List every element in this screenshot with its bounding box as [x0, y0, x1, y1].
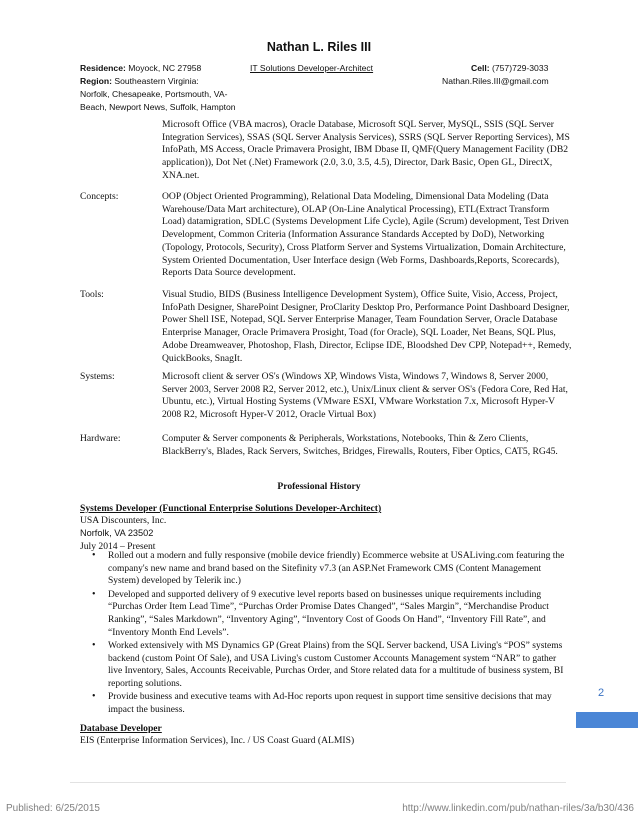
job1-location: Norfolk, VA 23502 [80, 528, 154, 538]
residence-line [80, 63, 201, 73]
job2-title: Database Developer [80, 723, 162, 734]
list-item: • Rolled out a modern and fully responsive (mobile device friendly) Ecommerce website at USALiving.com featuring the company's new name and brand based on the Sitefinity v7.3 (an ASP.Net Framework CMS (Content Management System) developed by Telerik inc.) [92, 550, 572, 588]
concepts-label: Concepts: [80, 191, 119, 202]
professional-history-heading: Professional History [277, 481, 361, 492]
systems-text: Microsoft client & server OS's (Windows XP, Windows Vista, Windows 7, Windows 8, Server 2000, Server 2003, Server 2008 R2, Server 2012, etc.), Unix/Linux client & server OS's (Fedora Core, Red Hat, Ubuntu, etc.), Virtual Hosting Systems (VMware ESXI, VMware Workstation 7.x, Microsoft Hyper-V 2008 R2, Microsoft Hyper-V 2012, Oracle Virtual Box) [162, 371, 568, 421]
page-accent-bar [576, 712, 638, 728]
resume-name: Nathan L. Riles III [266, 40, 372, 54]
footer-divider [70, 782, 566, 783]
systems-label: Systems: [80, 371, 115, 382]
job2-company: EIS (Enterprise Information Services), Inc. / US Coast Guard (ALMIS) [80, 735, 355, 746]
list-item: • Worked extensively with MS Dynamics GP (Great Plains) from the SQL Server backend, USA Living's “POS” systems backend (custom Point Of Sale), and USA Living's custom Customer Accounts Management system “NAR” to gather live Inventory, Sales, Accounts Receivable, Purchas Order, and Store related data for a multitude of business system, BI reporting solutions. [92, 640, 572, 691]
residence-value: Moyock, NC 27958 [128, 63, 202, 73]
cell-value: (757)729-3033 [492, 63, 549, 73]
skills-languages-text: Microsoft Office (VBA macros), Oracle Database, Microsoft SQL Server, MySQL, SSIS (SQL Server Integration Services), SSAS (SQL Server Analysis Services), SSRS (SQL Server Reporting Services), MS InfoPath, MS Access, Oracle Primavera Prosight, IBM Dbase II, QMF(Query Management Facility (DB2 application)), Dot Net (.Net) Framework (2.0, 3.0, 3.5, 4.5), Director, Dark Basic, Open GL, DirectX, XNA.net. [162, 119, 570, 181]
hardware-text: Computer & Server components & Peripherals, Workstations, Notebooks, Thin & Zero Clients, BlackBerry's, Blades, Rack Servers, Switches, Bridges, Firewalls, Routers, Fiber Optics, CAT5, RG45. [162, 433, 558, 457]
region-line [80, 76, 199, 86]
cell-label: Cell: [471, 63, 490, 73]
job1-company: USA Discounters, Inc. [80, 515, 167, 526]
job1-title: Systems Developer (Functional Enterprise Solutions Developer-Architect) [80, 503, 382, 514]
tools-text: Visual Studio, BIDS (Business Intelligence Development System), Office Suite, Visio, Access, Project, InfoPath Designer, SharePoint Designer, ProClarity Desktop Pro, Performance Point Dashboard Designer, Power Shell ISE, Notepad, SQL Server Enterprise Manager, Team Foundation Server, Oracle Database Enterprise Manager, Oracle Primavera Prosight, Toad (for Oracle), SQL Loader, Net Beans, SQL Plus, Adobe Dreamweaver, Photoshop, Flash, Director, Eclipse IDE, Bloodshed Dev CPP, Notepad++, Remedy, QuickBooks, SnagIt. [162, 289, 572, 364]
job-headline: IT Solutions Developer-Architect [250, 63, 374, 73]
region-cities-2: Beach, Newport News, Suffolk, Hampton [80, 102, 236, 112]
page-number: 2 [598, 687, 605, 699]
cell-line [471, 63, 548, 73]
region-value: Southeastern Virginia: [114, 76, 199, 86]
profile-url-link[interactable]: http://www.linkedin.com/pub/nathan-riles/3a/b30/436 [402, 803, 634, 814]
email-address[interactable]: Nathan.Riles.III@gmail.com [442, 76, 549, 86]
residence-label: Residence: [80, 63, 126, 73]
list-item: • Provide business and executive teams with Ad-Hoc reports upon request in support time sensitive decisions that may impact the business. [92, 691, 572, 716]
hardware-label: Hardware: [80, 433, 121, 444]
tools-label: Tools: [80, 289, 104, 300]
region-cities-1: Norfolk, Chesapeake, Portsmouth, VA- [80, 89, 228, 99]
list-item: • Developed and supported delivery of 9 executive level reports based on businesses unique requirements including “Purchas Order Item Lead Time”, “Purchas Order Promise Dates Changed”, “Sales Margin”, “Merchandise Product Ranking”, “Sales Markdown”, “Inventory Aging”, “Inventory Cost of Goods On Hand”, “Inventory Fill Rate”, and “Inventory Month End Levels”. [92, 589, 572, 640]
job1-bullet-list [92, 550, 572, 717]
region-label: Region: [80, 76, 112, 86]
concepts-text: OOP (Object Oriented Programming), Relational Data Modeling, Dimensional Data Modeling (Data Warehouse/Data Mart architecture), OLAP (On-Line Analytical Processing), ETL(Extract Transform Load) datamigration, SDLC (Systems Development Life Cycle), Agile (Scrum) development, Test Driven Development, Common Criteria (Information Assurance Standards Accepted by DoD), Networking (Topology, Protocols, Security), Cross Platform Server and Systems Virtualization, Domain Architecture, System Oriented Documentation, User Interface design (Web Forms, Dashboards,Reports, Scorecards), Reports Data Source development. [162, 191, 569, 279]
published-date: Published: 6/25/2015 [6, 803, 100, 814]
job1-dates: July 2014 – Present [80, 541, 156, 552]
